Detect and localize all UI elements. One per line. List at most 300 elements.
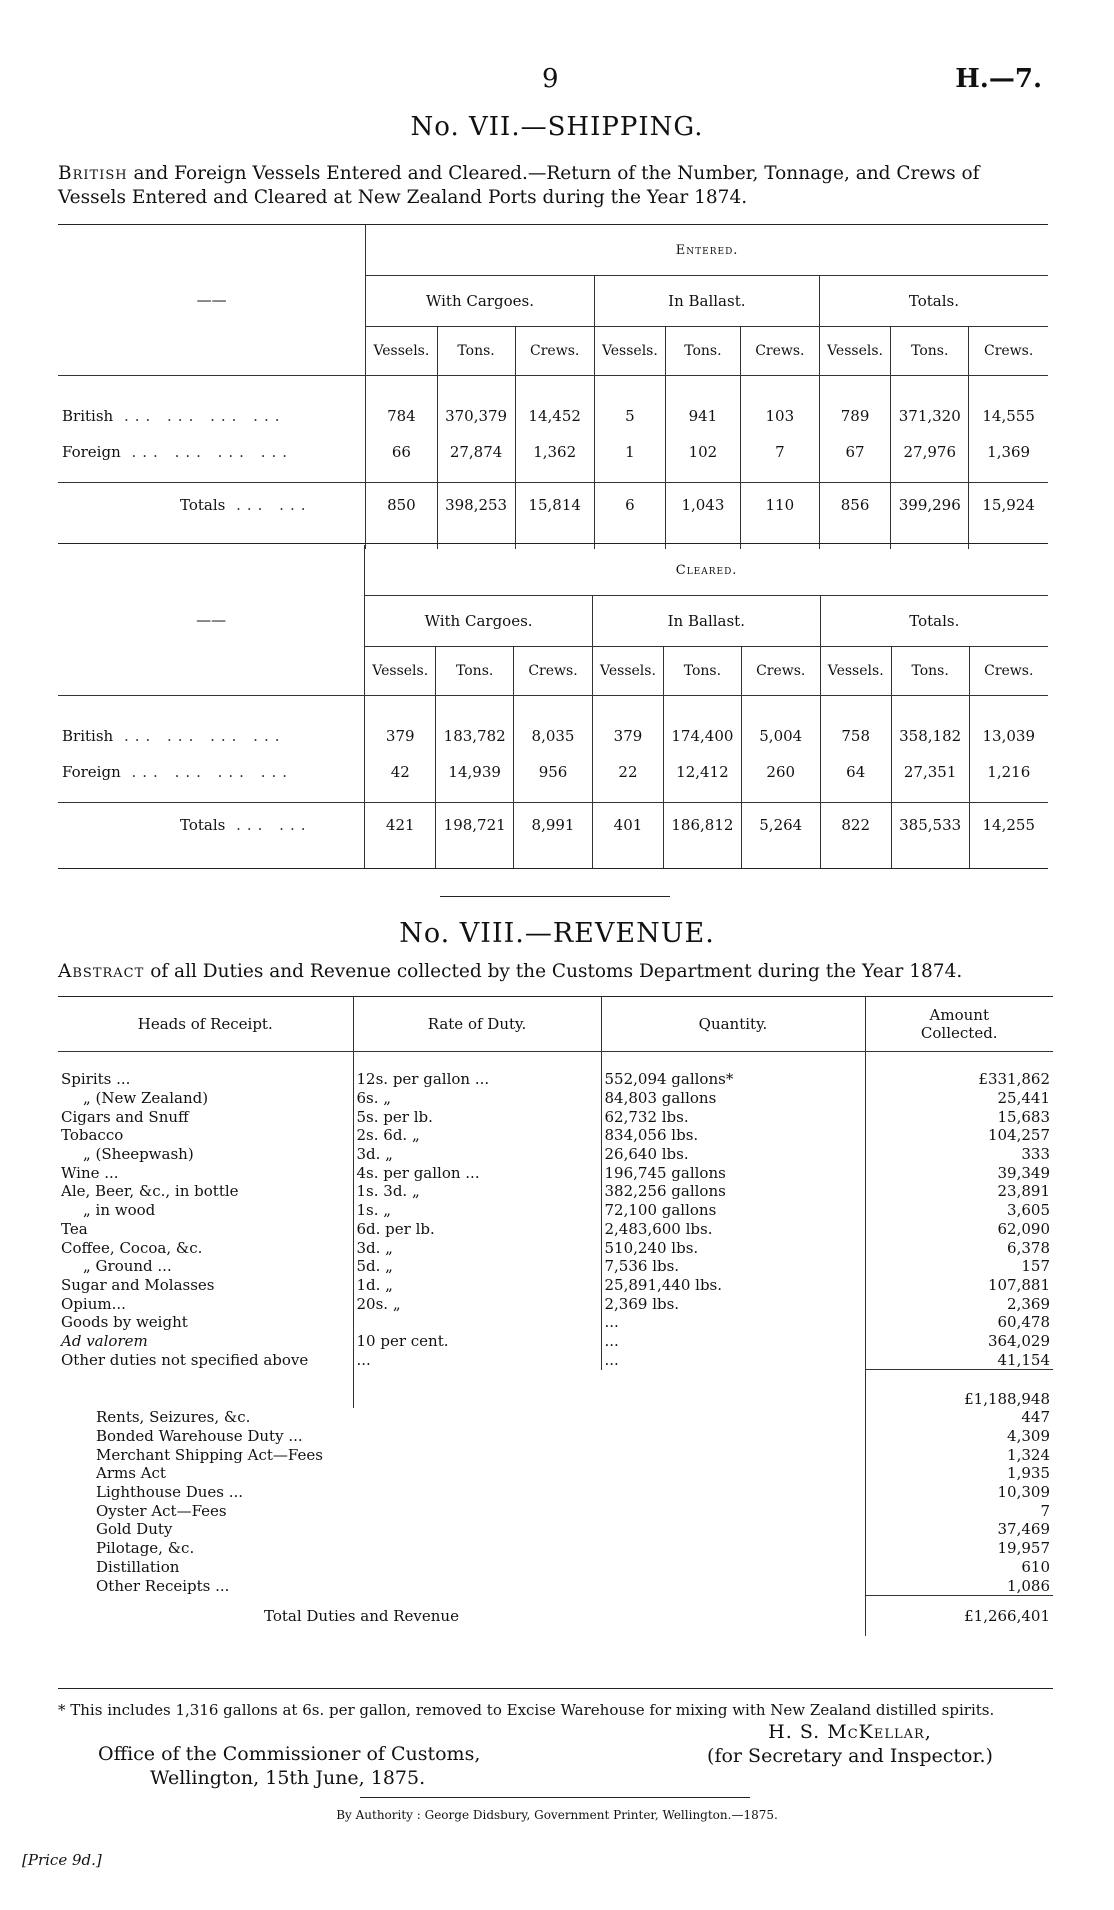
quantity: ...	[601, 1332, 865, 1351]
spacer-cell	[58, 1052, 353, 1071]
data-cell: 371,320	[891, 398, 969, 434]
revenue-row	[58, 1294, 1053, 1313]
amount-collected: 107,881	[865, 1276, 1053, 1295]
gap-cell	[740, 470, 819, 483]
revenue-intro-text: of all Duties and Revenue collected by the Customs Department during the Year 1874.	[150, 961, 963, 982]
other-receipt-row	[58, 1483, 1053, 1502]
data-cell: 398,253	[437, 483, 515, 528]
other-receipt-head: Other Receipts ...	[96, 1576, 230, 1595]
column-header: Vessels.	[365, 647, 436, 696]
quantity: 62,732 lbs.	[601, 1107, 865, 1126]
data-cell: 14,452	[515, 398, 594, 434]
head-text: „ in wood	[83, 1201, 156, 1220]
gap-cell	[514, 790, 593, 803]
spacer-cell	[592, 847, 663, 869]
data-cell: 385,533	[891, 803, 969, 848]
other-receipt-head: Gold Duty	[96, 1520, 173, 1539]
rate-of-duty: 5d. „	[353, 1257, 601, 1276]
head-text: Wine ...	[61, 1163, 119, 1182]
office-block	[98, 1742, 480, 1790]
group-header: Totals.	[819, 276, 1048, 327]
data-cell: 370,379	[437, 398, 515, 434]
amount-collected: 15,683	[865, 1107, 1053, 1126]
quantity-header: Quantity.	[601, 997, 865, 1052]
gap-cell	[891, 470, 969, 483]
document-code: H.—7.	[955, 64, 1042, 94]
data-row	[58, 754, 1048, 790]
other-receipt-amount: 447	[865, 1408, 1053, 1427]
row-label	[58, 398, 366, 434]
other-receipt-head: Lighthouse Dues ...	[96, 1483, 244, 1502]
data-cell: 421	[365, 803, 436, 848]
rate-of-duty: 3d. „	[353, 1145, 601, 1164]
spacer-cell	[58, 696, 365, 719]
amount-collected: 39,349	[865, 1163, 1053, 1182]
rate-of-duty: 3d. „	[353, 1238, 601, 1257]
head-text: Other duties not specified above	[61, 1350, 309, 1369]
quantity: 2,483,600 lbs.	[601, 1220, 865, 1239]
spacer-row	[58, 1052, 1053, 1071]
rate-of-duty: 12s. per gallon ...	[353, 1070, 601, 1089]
rate-of-duty: 2s. 6d. „	[353, 1126, 601, 1145]
revenue-intro	[58, 960, 1048, 984]
row-label	[58, 718, 365, 754]
row-label-text: Totals	[180, 496, 226, 514]
total-label: Total Duties and Revenue	[264, 1606, 459, 1625]
data-cell: 27,976	[891, 434, 969, 470]
data-cell: 5	[594, 398, 665, 434]
head-of-receipt	[58, 1201, 353, 1220]
rate-of-duty: 6d. per lb.	[353, 1220, 601, 1239]
other-receipt-amount: 19,957	[865, 1539, 1053, 1558]
group-header: With Cargoes.	[365, 596, 593, 647]
rate-of-duty: 4s. per gallon ...	[353, 1163, 601, 1182]
other-receipt-amount: 7	[865, 1501, 1053, 1520]
data-cell: 27,351	[891, 754, 969, 790]
office-line-2: Wellington, 15th June, 1875.	[150, 1767, 426, 1789]
gap-cell	[819, 470, 890, 483]
data-row	[58, 398, 1048, 434]
section-heading: Cleared.	[365, 545, 1048, 596]
revenue-row	[58, 1350, 1053, 1369]
amount-collected: 25,441	[865, 1089, 1053, 1108]
rate-of-duty: 1d. „	[353, 1276, 601, 1295]
column-header: Tons.	[666, 327, 741, 376]
gap-cell	[664, 790, 742, 803]
spacer-cell	[741, 696, 820, 719]
other-receipt-head: Oyster Act—Fees	[96, 1501, 227, 1520]
revenue-row	[58, 1107, 1053, 1126]
revenue-row	[58, 1126, 1053, 1145]
gap-cell	[365, 790, 436, 803]
data-cell: 186,812	[664, 803, 742, 848]
rate-of-duty	[353, 1313, 601, 1332]
gap-cell	[436, 790, 514, 803]
spacer-cell	[819, 376, 890, 399]
ship-heading-row	[58, 225, 1048, 276]
amount-collected: 62,090	[865, 1220, 1053, 1239]
other-receipt-amount: 1,086	[865, 1576, 1053, 1595]
head-of-receipt	[58, 1350, 353, 1369]
other-receipt-amount: 1,935	[865, 1464, 1053, 1483]
data-cell: 12,412	[664, 754, 742, 790]
amount-collected: 60,478	[865, 1313, 1053, 1332]
column-header: Crews.	[515, 327, 594, 376]
data-cell: 174,400	[664, 718, 742, 754]
gap-cell	[666, 470, 741, 483]
revenue-row	[58, 1070, 1053, 1089]
data-cell: 8,035	[514, 718, 593, 754]
gap-cell	[437, 470, 515, 483]
gap-cell	[58, 790, 365, 803]
revenue-row	[58, 1313, 1053, 1332]
gap-row	[58, 470, 1048, 483]
gap-cell	[969, 790, 1048, 803]
data-cell: 1,043	[666, 483, 741, 528]
amount-collected: 333	[865, 1145, 1053, 1164]
quantity: 26,640 lbs.	[601, 1145, 865, 1164]
shipping-cleared-table	[58, 545, 1048, 869]
amount-collected: 3,605	[865, 1201, 1053, 1220]
row-label	[58, 483, 366, 528]
page-number: 9	[542, 64, 559, 94]
data-cell: 379	[365, 718, 436, 754]
head-of-receipt	[58, 1220, 353, 1239]
data-cell: 784	[366, 398, 437, 434]
amount-collected: 157	[865, 1257, 1053, 1276]
head-of-receipt	[58, 1332, 353, 1351]
spacer-cell	[969, 696, 1048, 719]
head-of-receipt	[58, 1089, 353, 1108]
spacer-cell	[353, 1052, 601, 1071]
revenue-bottom-rule	[58, 1688, 1053, 1689]
spacer-cell	[820, 847, 891, 869]
leader-dots: ... ...	[225, 816, 312, 834]
spacer-cell	[865, 1052, 1053, 1071]
revenue-row	[58, 1332, 1053, 1351]
spacer-cell	[741, 847, 820, 869]
spacer-cell	[969, 847, 1048, 869]
quantity: 382,256 gallons	[601, 1182, 865, 1201]
data-cell: 14,555	[969, 398, 1048, 434]
spacer-cell	[515, 376, 594, 399]
quantity: 7,536 lbs.	[601, 1257, 865, 1276]
head-text: „ (New Zealand)	[83, 1089, 209, 1108]
other-receipt-row	[58, 1576, 1053, 1595]
data-cell: 758	[820, 718, 891, 754]
spacer-cell	[740, 376, 819, 399]
spacer-cell	[353, 1370, 601, 1409]
column-header: Vessels.	[820, 647, 891, 696]
head-of-receipt	[58, 1294, 353, 1313]
other-receipt-amount: 37,469	[865, 1520, 1053, 1539]
spacer-cell	[664, 847, 742, 869]
column-header: Crews.	[969, 327, 1048, 376]
leader-dots: ... ...	[225, 496, 312, 514]
head-of-receipt	[58, 1238, 353, 1257]
data-cell: 5,264	[741, 803, 820, 848]
spacer-cell	[592, 696, 663, 719]
head-of-receipt	[58, 1163, 353, 1182]
other-receipt-amount: 1,324	[865, 1445, 1053, 1464]
spacer-cell	[436, 696, 514, 719]
data-row	[58, 718, 1048, 754]
head-text: Tobacco	[61, 1126, 124, 1145]
data-cell: 956	[514, 754, 593, 790]
revenue-row	[58, 1276, 1053, 1295]
head-text: Ale, Beer, &c., in bottle	[61, 1182, 239, 1201]
data-cell: 260	[741, 754, 820, 790]
revenue-row	[58, 1145, 1053, 1164]
data-cell: 401	[592, 803, 663, 848]
data-cell: 14,255	[969, 803, 1048, 848]
other-receipt-row	[58, 1539, 1053, 1558]
gap-cell	[594, 470, 665, 483]
data-cell: 42	[365, 754, 436, 790]
amount-collected: 2,369	[865, 1294, 1053, 1313]
column-header: Crews.	[969, 647, 1048, 696]
data-cell: 110	[740, 483, 819, 528]
leader-dots: ... ... ... ...	[113, 407, 286, 425]
data-cell: 183,782	[436, 718, 514, 754]
other-receipt-row	[58, 1427, 1053, 1446]
other-receipt-amount: 610	[865, 1558, 1053, 1577]
other-receipt-row	[58, 1558, 1053, 1577]
shipping-title: No. VII.—SHIPPING.	[410, 112, 704, 142]
spacer-row	[58, 376, 1048, 399]
data-cell: 66	[366, 434, 437, 470]
amount-collected: 104,257	[865, 1126, 1053, 1145]
data-cell: 856	[819, 483, 890, 528]
data-cell: 22	[592, 754, 663, 790]
spacer-cell	[664, 696, 742, 719]
other-receipt-amount: 10,309	[865, 1483, 1053, 1502]
other-receipt-head: Merchant Shipping Act—Fees	[96, 1445, 323, 1464]
column-header: Vessels.	[594, 327, 665, 376]
other-receipt-row	[58, 1408, 1053, 1427]
gap-cell	[891, 790, 969, 803]
spacer-cell	[594, 376, 665, 399]
gap-cell	[741, 790, 820, 803]
gap-cell	[592, 790, 663, 803]
data-cell: 15,814	[515, 483, 594, 528]
signatory-block	[700, 1720, 1000, 1768]
data-cell: 7	[740, 434, 819, 470]
amount-collected: 41,154	[865, 1350, 1053, 1369]
rate-of-duty: 1s. „	[353, 1201, 601, 1220]
head-of-receipt	[58, 1107, 353, 1126]
revenue-row	[58, 1182, 1053, 1201]
head-text: Ad valorem	[61, 1331, 148, 1350]
group-header: Totals.	[820, 596, 1048, 647]
amount-collected: 6,378	[865, 1238, 1053, 1257]
data-cell: 27,874	[437, 434, 515, 470]
other-receipt-head: Arms Act	[96, 1464, 166, 1483]
rate-of-duty: 10 per cent.	[353, 1332, 601, 1351]
other-receipt-head: Pilotage, &c.	[96, 1539, 195, 1558]
head-text: „ (Sheepwash)	[83, 1145, 194, 1164]
column-header: Vessels.	[819, 327, 890, 376]
column-header: Tons.	[436, 647, 514, 696]
spacer-cell	[891, 376, 969, 399]
section-heading: Entered.	[366, 225, 1048, 276]
spacer-cell	[437, 376, 515, 399]
column-header: Crews.	[740, 327, 819, 376]
leader-dots: ... ... ... ...	[120, 443, 294, 461]
quantity: 84,803 gallons	[601, 1089, 865, 1108]
data-cell: 6	[594, 483, 665, 528]
spacer-cell	[969, 376, 1048, 399]
spacer-row	[58, 696, 1048, 719]
data-cell: 822	[820, 803, 891, 848]
group-header: In Ballast.	[592, 596, 820, 647]
gap-cell	[58, 470, 366, 483]
head-of-receipt	[58, 1070, 353, 1089]
other-receipt-row	[58, 1501, 1053, 1520]
data-cell: 941	[666, 398, 741, 434]
data-cell: 64	[820, 754, 891, 790]
revenue-intro-lead: Abstract	[58, 961, 145, 982]
head-text: Sugar and Molasses	[61, 1275, 215, 1294]
revenue-row	[58, 1238, 1053, 1257]
quantity: 196,745 gallons	[601, 1163, 865, 1182]
head-of-receipt	[58, 1257, 353, 1276]
ship-heading-row	[58, 545, 1048, 596]
other-receipt-head: Bonded Warehouse Duty ...	[96, 1427, 303, 1446]
head-text: Cigars and Snuff	[61, 1107, 189, 1126]
gap-cell	[366, 470, 437, 483]
amount-collected: 23,891	[865, 1182, 1053, 1201]
spacer-cell	[820, 696, 891, 719]
head-text: Goods by weight	[61, 1313, 188, 1332]
row-label-text: Foreign	[62, 443, 121, 461]
spacer-row	[58, 847, 1048, 869]
gap-row	[58, 790, 1048, 803]
row-label	[58, 803, 365, 848]
quantity: ...	[601, 1313, 865, 1332]
shipping-mid-rule	[58, 543, 1048, 544]
row-header-dash: ——	[58, 225, 366, 376]
subtotal-amount: £1,188,948	[865, 1370, 1053, 1409]
revenue-title: No. VIII.—REVENUE.	[399, 918, 715, 949]
revenue-table	[58, 997, 1053, 1636]
row-label	[58, 754, 365, 790]
leader-dots: ... ... ... ...	[113, 727, 286, 745]
data-cell: 5,004	[741, 718, 820, 754]
gap-cell	[515, 470, 594, 483]
spacer-cell	[58, 1370, 353, 1409]
total-row	[58, 1595, 1053, 1636]
data-cell: 789	[819, 398, 890, 434]
rate-of-duty: 1s. 3d. „	[353, 1182, 601, 1201]
group-header: In Ballast.	[594, 276, 819, 327]
head-of-receipt	[58, 1126, 353, 1145]
spacer-cell	[891, 847, 969, 869]
data-cell: 14,939	[436, 754, 514, 790]
quantity: 510,240 lbs.	[601, 1238, 865, 1257]
heads-header: Heads of Receipt.	[58, 997, 353, 1052]
head-text: Spirits ...	[61, 1070, 131, 1089]
row-label	[58, 434, 366, 470]
spacer-cell	[514, 847, 593, 869]
totals-row	[58, 803, 1048, 848]
other-receipt-head: Distillation	[96, 1557, 180, 1576]
data-cell: 103	[740, 398, 819, 434]
spacer-cell	[365, 847, 436, 869]
head-of-receipt	[58, 1276, 353, 1295]
spacer-cell	[601, 1052, 865, 1071]
revenue-row	[58, 1201, 1053, 1220]
other-receipt-row	[58, 1445, 1053, 1464]
column-header: Vessels.	[592, 647, 663, 696]
printer-imprint: By Authority : George Didsbury, Government Printer, Wellington.—1875.	[336, 1808, 778, 1822]
quantity: 834,056 lbs.	[601, 1126, 865, 1145]
revenue-row	[58, 1220, 1053, 1239]
revenue-row	[58, 1089, 1053, 1108]
spacer-cell	[601, 1370, 865, 1409]
revenue-row	[58, 1163, 1053, 1182]
data-cell: 13,039	[969, 718, 1048, 754]
data-cell: 1	[594, 434, 665, 470]
shipping-intro-lead: British	[58, 163, 128, 184]
rate-of-duty: 20s. „	[353, 1294, 601, 1313]
data-cell: 198,721	[436, 803, 514, 848]
shipping-intro-text: and Foreign Vessels Entered and Cleared.—Return of the Number, Tonnage, and Crews of Vessels Entered and Cleared at New Zealand Ports during the Year 1874.	[58, 163, 980, 208]
spacer-cell	[436, 847, 514, 869]
head-of-receipt	[58, 1145, 353, 1164]
data-cell: 8,991	[514, 803, 593, 848]
gap-cell	[820, 790, 891, 803]
row-header-dash: ——	[58, 545, 365, 696]
column-header: Crews.	[741, 647, 820, 696]
rate-header: Rate of Duty.	[353, 997, 601, 1052]
column-header: Tons.	[664, 647, 742, 696]
quantity: 2,369 lbs.	[601, 1294, 865, 1313]
gap-cell	[969, 470, 1048, 483]
data-cell: 358,182	[891, 718, 969, 754]
rate-of-duty: ...	[353, 1350, 601, 1369]
amount-collected: £331,862	[865, 1070, 1053, 1089]
row-label-text: British	[62, 727, 114, 745]
head-text: Opium...	[61, 1294, 126, 1313]
data-cell: 1,362	[515, 434, 594, 470]
quantity: 72,100 gallons	[601, 1201, 865, 1220]
shipping-entered-table	[58, 225, 1048, 549]
spacer-cell	[514, 696, 593, 719]
price-note: [Price 9d.]	[22, 1851, 102, 1869]
total-amount: £1,266,401	[865, 1595, 1053, 1636]
spacer-cell	[891, 696, 969, 719]
office-line-1: Office of the Commissioner of Customs,	[98, 1743, 481, 1765]
spacer-cell	[666, 376, 741, 399]
totals-row	[58, 483, 1048, 528]
column-header: Crews.	[514, 647, 593, 696]
spacer-cell	[58, 376, 366, 399]
quantity: 552,094 gallons*	[601, 1070, 865, 1089]
data-cell: 15,924	[969, 483, 1048, 528]
row-label-text: Totals	[180, 816, 226, 834]
shipping-intro	[58, 162, 1048, 210]
row-label-text: Foreign	[62, 763, 121, 781]
leader-dots: ... ... ... ...	[120, 763, 294, 781]
column-header: Tons.	[891, 327, 969, 376]
head-of-receipt	[58, 1313, 353, 1332]
shipping-bottom-rule	[58, 868, 1048, 869]
revenue-row	[58, 1257, 1053, 1276]
head-text: Tea	[61, 1219, 88, 1238]
other-receipt-amount: 4,309	[865, 1427, 1053, 1446]
head-text: Coffee, Cocoa, &c.	[61, 1238, 203, 1257]
